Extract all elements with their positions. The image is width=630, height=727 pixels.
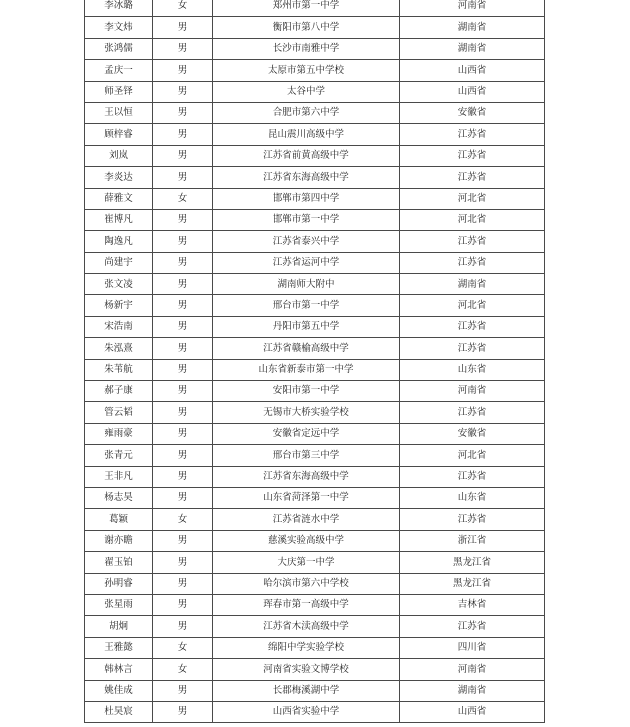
table-row (85, 167, 545, 188)
cell-name: 张青元 (85, 445, 153, 466)
cell-name: 郝子康 (85, 381, 153, 402)
cell-province: 河北省 (400, 209, 545, 230)
cell-gender: 男 (153, 252, 213, 273)
cell-gender: 男 (153, 231, 213, 252)
table-row (85, 573, 545, 594)
cell-name: 杨志昊 (85, 487, 153, 508)
cell-gender: 男 (153, 60, 213, 81)
table-row (85, 17, 545, 38)
cell-province: 江苏省 (400, 466, 545, 487)
cell-province: 黑龙江省 (400, 552, 545, 573)
cell-name: 宋浩南 (85, 316, 153, 337)
table-row (85, 81, 545, 102)
cell-province: 江苏省 (400, 231, 545, 252)
cell-gender: 男 (153, 167, 213, 188)
student-roster-table (84, 0, 545, 723)
cell-gender: 男 (153, 552, 213, 573)
cell-name: 李炎达 (85, 167, 153, 188)
cell-gender: 男 (153, 274, 213, 295)
cell-province: 山东省 (400, 487, 545, 508)
cell-province: 山东省 (400, 359, 545, 380)
table-row (85, 316, 545, 337)
cell-province: 浙江省 (400, 530, 545, 551)
cell-name: 谢亦瞻 (85, 530, 153, 551)
cell-school: 邯郸市第一中学 (213, 209, 400, 230)
table-row (85, 445, 545, 466)
table-row (85, 60, 545, 81)
cell-province: 山西省 (400, 60, 545, 81)
cell-gender: 男 (153, 338, 213, 359)
cell-name: 崔博凡 (85, 209, 153, 230)
table-row (85, 680, 545, 701)
cell-school: 山西省实验中学 (213, 701, 400, 722)
table-row (85, 381, 545, 402)
cell-school: 昆山震川高级中学 (213, 124, 400, 145)
cell-province: 江苏省 (400, 338, 545, 359)
cell-gender: 女 (153, 637, 213, 658)
cell-school: 合肥市第六中学 (213, 102, 400, 123)
table-row (85, 552, 545, 573)
cell-gender: 男 (153, 17, 213, 38)
cell-province: 江苏省 (400, 145, 545, 166)
cell-school: 江苏省东海高级中学 (213, 167, 400, 188)
cell-school: 珲春市第一高级中学 (213, 594, 400, 615)
cell-school: 江苏省赣榆高级中学 (213, 338, 400, 359)
cell-gender: 男 (153, 573, 213, 594)
cell-name: 陶逸凡 (85, 231, 153, 252)
cell-school: 郑州市第一中学 (213, 0, 400, 17)
table-row (85, 338, 545, 359)
table-row (85, 423, 545, 444)
cell-name: 孟庆一 (85, 60, 153, 81)
cell-school: 丹阳市第五中学 (213, 316, 400, 337)
cell-name: 王以恒 (85, 102, 153, 123)
cell-province: 江苏省 (400, 402, 545, 423)
cell-school: 江苏省运河中学 (213, 252, 400, 273)
table-row (85, 487, 545, 508)
cell-school: 安徽省定远中学 (213, 423, 400, 444)
cell-province: 湖南省 (400, 680, 545, 701)
cell-school: 江苏省前黄高级中学 (213, 145, 400, 166)
cell-name: 张文凌 (85, 274, 153, 295)
cell-province: 安徽省 (400, 102, 545, 123)
table-row (85, 188, 545, 209)
cell-school: 无锡市大桥实验学校 (213, 402, 400, 423)
table-row (85, 594, 545, 615)
cell-gender: 男 (153, 701, 213, 722)
table-row (85, 466, 545, 487)
cell-gender: 女 (153, 188, 213, 209)
cell-gender: 男 (153, 445, 213, 466)
cell-province: 河南省 (400, 659, 545, 680)
cell-school: 大庆第一中学 (213, 552, 400, 573)
cell-school: 邯郸市第四中学 (213, 188, 400, 209)
cell-school: 长郡梅溪湖中学 (213, 680, 400, 701)
cell-province: 江苏省 (400, 252, 545, 273)
table-row (85, 102, 545, 123)
cell-province: 山西省 (400, 81, 545, 102)
cell-province: 吉林省 (400, 594, 545, 615)
cell-province: 黑龙江省 (400, 573, 545, 594)
table-row (85, 231, 545, 252)
cell-school: 江苏省泰兴中学 (213, 231, 400, 252)
table-row (85, 124, 545, 145)
cell-province: 江苏省 (400, 124, 545, 145)
cell-gender: 男 (153, 145, 213, 166)
roster-body (85, 0, 545, 723)
cell-name: 翟玉铂 (85, 552, 153, 573)
cell-gender: 男 (153, 316, 213, 337)
cell-name: 孙明睿 (85, 573, 153, 594)
cell-name: 薛雅文 (85, 188, 153, 209)
cell-gender: 男 (153, 402, 213, 423)
cell-name: 葛颖 (85, 509, 153, 530)
table-row (85, 616, 545, 637)
cell-name: 顾梓睿 (85, 124, 153, 145)
cell-name: 朱苇航 (85, 359, 153, 380)
cell-name: 张星雨 (85, 594, 153, 615)
cell-province: 湖南省 (400, 38, 545, 59)
cell-gender: 男 (153, 616, 213, 637)
table-row (85, 295, 545, 316)
cell-school: 江苏省木渎高级中学 (213, 616, 400, 637)
table-row (85, 209, 545, 230)
cell-gender: 男 (153, 359, 213, 380)
cell-name: 雍雨豪 (85, 423, 153, 444)
cell-school: 长沙市南雅中学 (213, 38, 400, 59)
cell-gender: 男 (153, 487, 213, 508)
cell-name: 姚佳成 (85, 680, 153, 701)
cell-gender: 男 (153, 423, 213, 444)
cell-gender: 女 (153, 659, 213, 680)
table-row (85, 145, 545, 166)
cell-school: 湖南师大附中 (213, 274, 400, 295)
cell-province: 河北省 (400, 295, 545, 316)
cell-gender: 男 (153, 81, 213, 102)
cell-gender: 男 (153, 466, 213, 487)
cell-school: 邢台市第一中学 (213, 295, 400, 316)
cell-province: 河南省 (400, 0, 545, 17)
cell-school: 太原市第五中学校 (213, 60, 400, 81)
cell-name: 师圣铎 (85, 81, 153, 102)
cell-gender: 男 (153, 209, 213, 230)
cell-name: 李冰璐 (85, 0, 153, 17)
cell-name: 胡炯 (85, 616, 153, 637)
table-row (85, 252, 545, 273)
cell-province: 湖南省 (400, 274, 545, 295)
cell-gender: 男 (153, 295, 213, 316)
table-row (85, 402, 545, 423)
cell-province: 江苏省 (400, 616, 545, 637)
cell-province: 江苏省 (400, 167, 545, 188)
cell-gender: 男 (153, 594, 213, 615)
table-row (85, 701, 545, 722)
cell-province: 湖南省 (400, 17, 545, 38)
cell-name: 王非凡 (85, 466, 153, 487)
cell-school: 慈溪实验高级中学 (213, 530, 400, 551)
cell-province: 江苏省 (400, 509, 545, 530)
cell-province: 河北省 (400, 445, 545, 466)
table-row (85, 659, 545, 680)
cell-school: 山东省菏泽第一中学 (213, 487, 400, 508)
cell-gender: 男 (153, 530, 213, 551)
cell-gender: 男 (153, 680, 213, 701)
cell-name: 王雅懿 (85, 637, 153, 658)
cell-gender: 男 (153, 102, 213, 123)
cell-name: 尚建宇 (85, 252, 153, 273)
cell-province: 安徽省 (400, 423, 545, 444)
cell-school: 衡阳市第八中学 (213, 17, 400, 38)
table-row (85, 359, 545, 380)
cell-school: 哈尔滨市第六中学校 (213, 573, 400, 594)
cell-school: 邢台市第三中学 (213, 445, 400, 466)
cell-gender: 女 (153, 509, 213, 530)
cell-name: 韩林言 (85, 659, 153, 680)
cell-province: 河北省 (400, 188, 545, 209)
cell-gender: 女 (153, 0, 213, 17)
cell-name: 张鸿儒 (85, 38, 153, 59)
cell-name: 朱泓熹 (85, 338, 153, 359)
cell-school: 山东省新泰市第一中学 (213, 359, 400, 380)
table-row (85, 274, 545, 295)
cell-name: 杨新宇 (85, 295, 153, 316)
cell-name: 刘岚 (85, 145, 153, 166)
cell-school: 河南省实验文博学校 (213, 659, 400, 680)
table-row (85, 637, 545, 658)
cell-province: 四川省 (400, 637, 545, 658)
cell-gender: 男 (153, 381, 213, 402)
table-row (85, 530, 545, 551)
cell-province: 河南省 (400, 381, 545, 402)
cell-school: 江苏省东海高级中学 (213, 466, 400, 487)
cell-name: 杜昊宸 (85, 701, 153, 722)
cell-school: 安阳市第一中学 (213, 381, 400, 402)
table-row (85, 38, 545, 59)
cell-gender: 男 (153, 124, 213, 145)
cell-name: 李文炜 (85, 17, 153, 38)
cell-name: 管云韬 (85, 402, 153, 423)
cell-school: 江苏省涟水中学 (213, 509, 400, 530)
cell-gender: 男 (153, 38, 213, 59)
cell-school: 绵阳中学实验学校 (213, 637, 400, 658)
cell-school: 太谷中学 (213, 81, 400, 102)
cell-province: 江苏省 (400, 316, 545, 337)
table-row (85, 0, 545, 17)
table-row (85, 509, 545, 530)
cell-province: 山西省 (400, 701, 545, 722)
